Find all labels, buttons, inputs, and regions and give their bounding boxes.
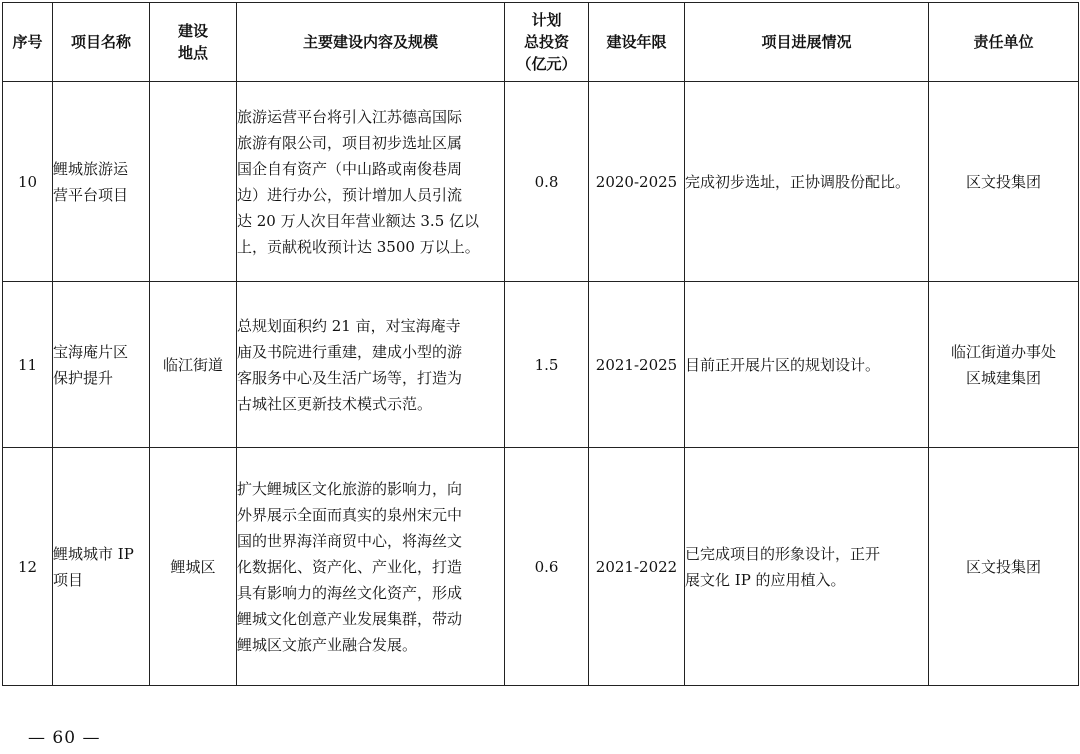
- header-location: [150, 3, 237, 82]
- header-period: 建设年限: [589, 3, 685, 82]
- row-progress: [685, 82, 929, 282]
- row-name-text: 鲤城旅游运 营平台项目: [53, 159, 129, 204]
- row-content: [237, 448, 505, 686]
- page-number: — 60 —: [28, 728, 101, 748]
- row-invest: 0.6: [505, 448, 589, 686]
- project-table: [2, 2, 1079, 686]
- row-period: 2021-2022: [589, 448, 685, 686]
- header-no: 序号: [3, 3, 53, 82]
- table-row: [3, 82, 1079, 282]
- header-location-line1: 建设: [177, 22, 208, 40]
- row-no: 10: [3, 82, 53, 282]
- row-unit: [929, 448, 1079, 686]
- row-no: 12: [3, 448, 53, 686]
- row-progress: [685, 448, 929, 686]
- header-location-line2: 地点: [177, 44, 208, 62]
- row-progress-text: 完成初步选址，正协调股份配比。: [685, 172, 911, 191]
- row-name: [53, 82, 150, 282]
- header-name: 项目名称: [53, 3, 150, 82]
- row-progress-text: 目前正开展片区的规划设计。: [685, 355, 881, 374]
- row-content: [237, 82, 505, 282]
- row-location: [150, 82, 237, 282]
- row-unit-text: 区文投集团: [965, 172, 1041, 191]
- row-unit-text: 临江街道办事处 区城建集团: [950, 342, 1056, 387]
- header-invest-line2: 总投资: [523, 33, 569, 51]
- table-row: [3, 448, 1079, 686]
- row-content: [237, 282, 505, 448]
- row-unit: [929, 282, 1079, 448]
- header-invest-line1: 计划: [531, 11, 562, 29]
- header-invest-line3: （亿元）: [516, 55, 577, 73]
- row-unit-text: 区文投集团: [965, 557, 1041, 576]
- row-progress-text: 已完成项目的形象设计，正开 展文化 IP 的应用植入。: [685, 544, 881, 589]
- row-period: 2020-2025: [589, 82, 685, 282]
- table-row: [3, 282, 1079, 448]
- row-progress: [685, 282, 929, 448]
- row-name: [53, 448, 150, 686]
- header-unit: 责任单位: [929, 3, 1079, 82]
- header-progress: 项目进展情况: [685, 3, 929, 82]
- row-content-text: 总规划面积约 21 亩，对宝海庵寺 庙及书院进行重建，建成小型的游 客服务中心及生活广场等，打造为 古城社区更新技术模式示范。: [237, 316, 463, 413]
- row-name-text: 鲤城城市 IP 项目: [53, 544, 134, 589]
- row-content-text: 旅游运营平台将引入江苏德高国际 旅游有限公司，项目初步选址区属 国企自有资产（中山路或南俊巷周 边）进行办公，预计增加人员引流 达 20 万人次目年营业额达 3.5 亿以 上，贡献税收预计达 3500 万以上。: [237, 107, 480, 256]
- header-content: 主要建设内容及规模: [237, 3, 505, 82]
- row-location: 鲤城区: [150, 448, 237, 686]
- row-invest: 0.8: [505, 82, 589, 282]
- row-invest: 1.5: [505, 282, 589, 448]
- row-period: 2021-2025: [589, 282, 685, 448]
- row-name-text: 宝海庵片区 保护提升: [53, 342, 129, 387]
- header-row: [3, 3, 1079, 82]
- row-no: 11: [3, 282, 53, 448]
- row-location: 临江街道: [150, 282, 237, 448]
- row-unit: [929, 82, 1079, 282]
- row-content-text: 扩大鲤城区文化旅游的影响力，向 外界展示全面而真实的泉州宋元中 国的世界海洋商贸中心，将海丝文 化数据化、资产化、产业化，打造 具有影响力的海丝文化资产，形成 鲤城文化创意产业发展集群，带动 鲤城区文旅产业融合发展。: [237, 479, 463, 654]
- header-invest: [505, 3, 589, 82]
- row-name: [53, 282, 150, 448]
